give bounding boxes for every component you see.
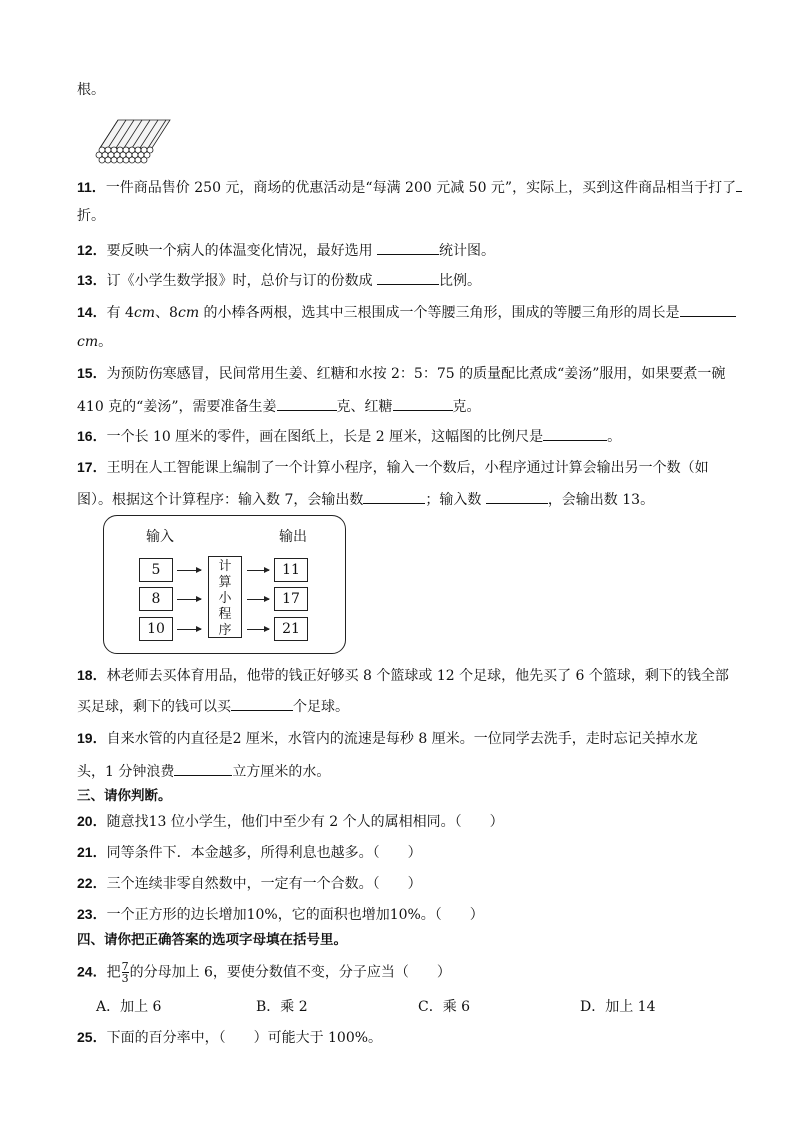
question-14 (77, 302, 736, 322)
question-text: ；输入数 (425, 492, 482, 508)
q10-tail: 根。 (77, 82, 105, 98)
answer-blank[interactable] (377, 270, 439, 285)
arrow-icon (247, 629, 269, 630)
option-a[interactable]: A．加上 6 (96, 999, 162, 1015)
question-21 (77, 843, 422, 862)
question-number: 14． (77, 304, 107, 320)
answer-blank[interactable] (377, 240, 439, 255)
input-box: 8 (139, 587, 173, 611)
question-text: 买足球，剩下的钱可以买 (77, 699, 231, 715)
question-19-cont (77, 761, 330, 781)
question-text: 克。 (452, 399, 481, 415)
unit-cm: cm (77, 334, 99, 350)
program-char: 算 (218, 575, 232, 590)
option-d[interactable]: D．加上 14 (580, 999, 656, 1015)
program-char: 程 (218, 607, 232, 622)
answer-blank[interactable] (543, 426, 607, 441)
question-number: 24． (77, 963, 107, 980)
question-number: 21． (77, 844, 107, 860)
unit-cm: cm (133, 305, 156, 321)
question-16 (77, 426, 621, 446)
question-number: 18． (77, 667, 107, 683)
question-14-cont (77, 333, 112, 351)
question-text: 把 (106, 964, 121, 981)
question-12 (77, 240, 495, 260)
arrow-icon (177, 570, 201, 571)
sticks-bundle-image (92, 108, 174, 164)
answer-blank[interactable] (231, 696, 293, 711)
fraction-denominator: 3 (121, 972, 129, 985)
arrow-icon (177, 599, 201, 600)
option-b[interactable]: B．乘 2 (256, 999, 308, 1015)
output-label: 输出 (279, 529, 307, 545)
question-text: 个足球。 (293, 699, 349, 715)
question-number: 12． (77, 242, 107, 258)
program-char: 计 (218, 559, 232, 574)
question-19 (77, 729, 698, 748)
output-box: 21 (274, 617, 308, 641)
question-number: 17． (77, 459, 107, 475)
question-15 (77, 364, 725, 383)
question-22 (77, 874, 422, 893)
option-c[interactable]: C．乘 6 (418, 999, 471, 1015)
question-text: 自来水管的内直径是2 厘米，水管内的流速是每秒 8 厘米。一位同学去洗手，走时忘记关掉水龙 (106, 731, 698, 747)
answer-blank[interactable] (174, 761, 232, 776)
question-text: 订《小学生数学报》时，总价与订的份数成 (106, 273, 373, 289)
section-4-heading: 四、请你把正确答案的选项字母填在括号里。 (77, 932, 347, 948)
question-text: 立方厘米的水。 (232, 764, 331, 780)
answer-blank[interactable] (277, 396, 337, 411)
question-number: 22． (77, 875, 107, 891)
question-text: 下面的百分率中，（ ）可能大于 100%。 (106, 1030, 383, 1046)
question-25 (77, 1028, 382, 1047)
question-text: 。 (98, 334, 113, 350)
question-17-cont (77, 489, 654, 509)
question-number: 19． (77, 730, 107, 746)
input-box: 10 (139, 617, 173, 641)
question-text: 有 4 (106, 305, 134, 321)
question-15-cont (77, 396, 481, 416)
question-13 (77, 270, 481, 290)
question-number: 13． (77, 272, 107, 288)
question-text: 图）。根据这个计算程序：输入数 7，会输出数 (77, 492, 364, 508)
arrow-icon (247, 570, 269, 571)
input-box: 5 (139, 558, 173, 582)
program-char: 序 (218, 623, 232, 638)
question-text: 一件商品售价 250 元，商场的优惠活动是“每满 200 元减 50 元”，实际上，买到这件商品相当于打了 (105, 180, 737, 196)
answer-blank[interactable] (736, 177, 742, 192)
program-box (208, 556, 242, 638)
question-number: 11． (77, 179, 106, 195)
input-label: 输入 (146, 529, 174, 545)
answer-blank[interactable] (486, 489, 548, 504)
question-text: 林老师去买体育用品，他带的钱正好够买 8 个篮球或 12 个足球，他先买了 6 个篮球，剩下的钱全部 (106, 668, 729, 684)
question-18-cont (77, 696, 349, 716)
arrow-icon (247, 599, 269, 600)
question-23 (77, 905, 484, 924)
question-text: 统计图。 (439, 243, 496, 259)
output-box: 11 (274, 558, 308, 582)
question-text: ，会输出数 13。 (547, 492, 655, 508)
question-24 (77, 961, 451, 984)
question-text: 的小棒各两根，选其中三根围成一个等腰三角形，围成的等腰三角形的周长是 (199, 305, 680, 321)
question-20 (77, 812, 504, 831)
question-text: 同等条件下．本金越多，所得利息也越多。（ ） (106, 845, 422, 861)
calc-program-diagram (103, 515, 346, 654)
question-11-cont: 折。 (77, 208, 105, 224)
fraction (122, 961, 129, 984)
question-text: 。 (607, 429, 622, 445)
question-17 (77, 458, 709, 477)
question-text: 410 克的“姜汤”，需要准备生姜 (77, 399, 277, 415)
question-text: 、8 (155, 305, 178, 321)
arrow-icon (177, 629, 201, 630)
question-number: 15． (77, 365, 107, 381)
question-text: 头，1 分钟浪费 (77, 764, 175, 780)
question-11 (77, 177, 742, 197)
answer-blank[interactable] (393, 396, 453, 411)
question-text: 随意找13 位小学生，他们中至少有 2 个人的属相相同。（ ） (106, 814, 504, 830)
question-number: 20． (77, 813, 107, 829)
question-number: 16． (77, 428, 107, 444)
question-text: 为预防伤寒感冒，民间常用生姜、红糖和水按 2：5：75 的质量配比煮成“姜汤”服用，如果要煮一碗 (106, 366, 726, 382)
question-text: 三个连续非零自然数中，一定有一个合数。（ ） (106, 876, 422, 892)
program-char: 小 (218, 591, 232, 606)
question-text: 比例。 (439, 273, 482, 289)
question-number: 25． (77, 1029, 107, 1045)
question-text: 王明在人工智能课上编制了一个计算小程序，输入一个数后，小程序通过计算会输出另一个数（如 (106, 460, 709, 476)
question-18 (77, 666, 729, 685)
question-text: 克、红糖 (336, 399, 393, 415)
question-text: 一个长 10 厘米的零件，画在图纸上，长是 2 厘米，这幅图的比例尺是 (106, 429, 544, 445)
question-text: 要反映一个病人的体温变化情况，最好选用 (106, 243, 373, 259)
question-text: 的分母加上 6，要使分数值不变，分子应当（ ） (129, 964, 451, 981)
question-number: 23． (77, 906, 107, 922)
section-3-heading: 三、请你判断。 (77, 788, 172, 804)
fraction-numerator: 7 (121, 960, 129, 973)
answer-blank[interactable] (680, 302, 736, 317)
unit-cm: cm (177, 305, 200, 321)
output-box: 17 (274, 587, 308, 611)
question-text: 一个正方形的边长增加10%，它的面积也增加10%。（ ） (106, 907, 484, 923)
answer-blank[interactable] (363, 489, 425, 504)
